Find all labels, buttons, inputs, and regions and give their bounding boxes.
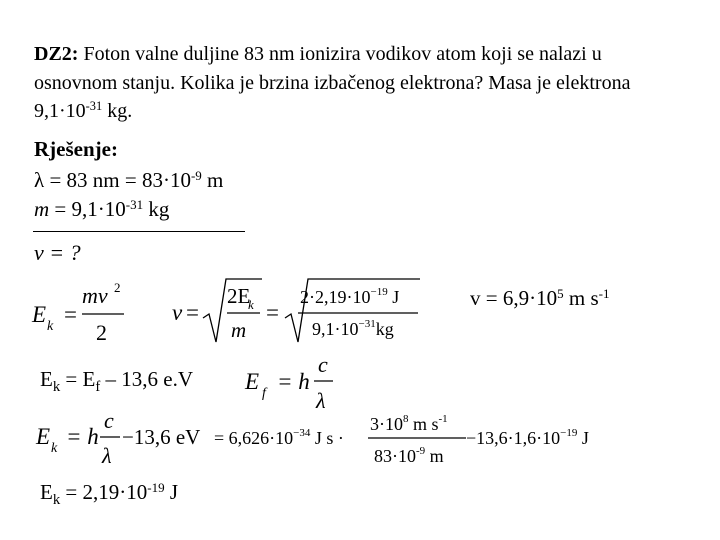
given-mass-unit: kg: [143, 197, 170, 221]
given-wavelength-unit: m: [201, 168, 224, 192]
given-wavelength-exp: -9: [190, 167, 202, 183]
ek-kin-eq: =: [64, 302, 77, 327]
v-inner-num: 2E: [227, 284, 251, 308]
ionization-energy: – 13,6 e.V: [100, 367, 193, 391]
ek-symbol: E: [40, 367, 53, 391]
result-exp: -19: [147, 479, 165, 495]
ek-calc-den: λ: [102, 443, 112, 468]
kinetic-energy-formula: [31, 280, 124, 345]
unknown-velocity-text: v = ?: [34, 240, 81, 265]
ek-calc-lhs: E: [36, 424, 51, 449]
velocity-formula: [172, 279, 420, 342]
ef-den: λ: [316, 388, 326, 413]
given-mass-exp: -31: [125, 196, 144, 212]
problem-exponent: -31: [85, 99, 103, 114]
problem-label: DZ2:: [34, 43, 79, 65]
photon-energy-formula: [244, 352, 333, 413]
v-lhs: v: [172, 300, 183, 325]
answer-exp: 5: [557, 285, 564, 301]
ef-symbol: = E: [60, 367, 96, 391]
ek-kin-num: mv: [82, 283, 108, 308]
ef-lhs-sub: f: [262, 386, 266, 401]
result-unit: J: [164, 480, 179, 504]
ek-calc-planck: = $6,626\cdot 10^{-34}$ J s ·: [214, 427, 344, 448]
problem-text-end: kg.: [102, 100, 133, 122]
lambda-symbol: λ: [34, 168, 45, 192]
ek-calc-ionization: −13,6 eV: [122, 425, 201, 449]
answer-unit-exp: -1: [598, 285, 610, 301]
ek-calc-ionization-joules: $-13,6\cdot 1,6\cdot 10^{-19}$ J: [466, 427, 589, 448]
v-eq: =: [186, 300, 199, 325]
ek-calc-eq: = h: [66, 424, 99, 449]
result-value: = 2,19·10: [60, 480, 148, 504]
v-eq2: =: [266, 300, 279, 325]
ef-eq: = h: [277, 369, 310, 394]
v-inner-num-sub: k: [248, 297, 254, 312]
given-wavelength-value: = 83 nm = 83·10: [44, 168, 191, 192]
ef-sub: f: [95, 379, 101, 396]
ek-sub: k: [52, 379, 61, 396]
ef-lhs: E: [245, 369, 260, 394]
ek-kin-sub: k: [47, 319, 54, 334]
ek-calc-c: $3\cdot 10^8$ m $s^{-1}$: [370, 413, 448, 434]
v-inner-den: m: [231, 318, 247, 342]
v-num2: $2\cdot 2,19\cdot 10^{-19}$ J: [300, 286, 400, 307]
v-den2: $9,1\cdot 10^{-31}kg$: [312, 318, 394, 339]
kinetic-energy-calculation: [35, 408, 589, 468]
ek-kin-den: 2: [96, 320, 107, 345]
ek-calc-lambda: $83\cdot 10^{-9}$ m: [374, 445, 444, 466]
result-ek-symbol: E: [40, 480, 53, 504]
ek-calc-sub: k: [51, 441, 58, 456]
result-ek-sub: k: [52, 492, 61, 509]
ek-calc-num: c: [104, 408, 114, 433]
solution-heading: Rješenje:: [34, 137, 118, 161]
problem-text: Foton valne duljine 83 nm ionizira vodikov atom koji se nalazi u osnovnom stanju. Kolika je brzina izbačenog elektrona? Masa je elektrona 9,1·10: [34, 43, 631, 122]
ef-num: c: [318, 352, 328, 377]
ek-kin-num-exp: 2: [114, 280, 121, 295]
given-mass-value: = 9,1·10: [49, 197, 126, 221]
answer-value: v = 6,9·10: [470, 286, 558, 310]
mass-symbol: m: [34, 197, 50, 221]
answer-unit: m s: [563, 286, 599, 310]
ek-kin-lhs: E: [32, 302, 47, 327]
